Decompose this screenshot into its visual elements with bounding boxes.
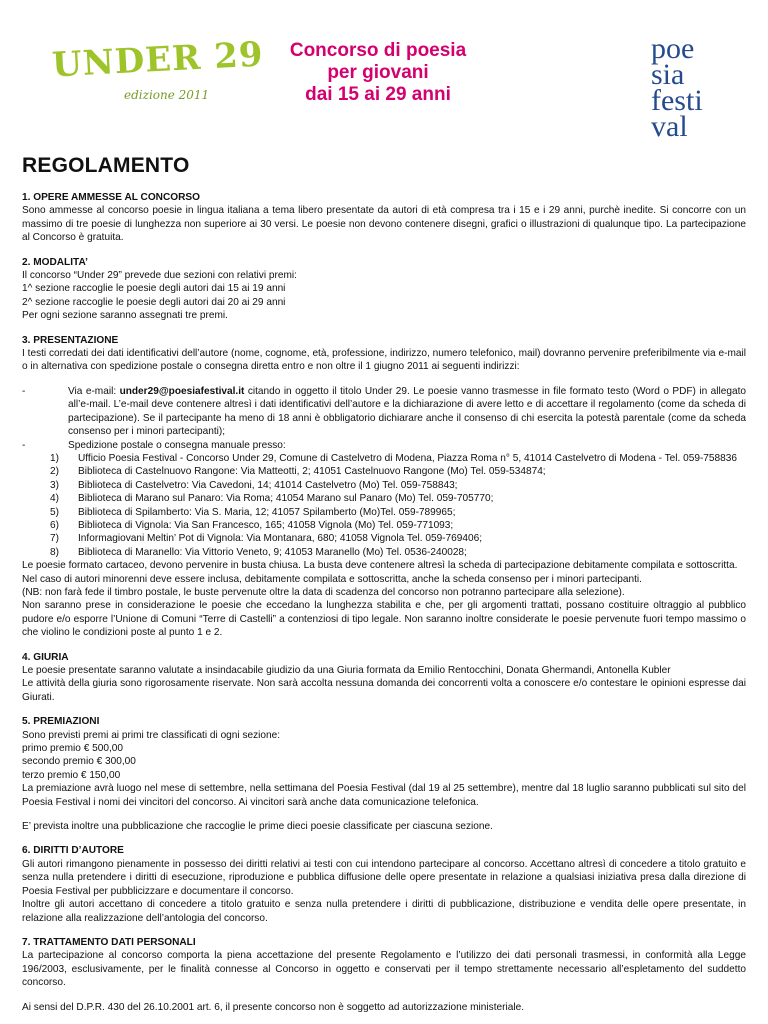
bullet-dash: -	[22, 439, 26, 451]
section-modalita	[22, 256, 746, 323]
logo-line: festi	[651, 84, 703, 117]
section-diritti-autore	[22, 844, 746, 924]
email-instruction	[22, 385, 746, 439]
section-line: Gli autori rimangono pienamente in possesso dei diritti relativi ai testi con cui intendono partecipare al concorso. Accettano altresì di concedere a titolo gratuito e senza nulla pretendere i diritti di esecuzione, riproduzione e pubblica diffusione delle opere presentate in relazione a qualsiasi iniziativa presa dalla direzione di Poesia Festival per pubblicizzare e documentare il concorso.	[22, 858, 746, 897]
section-line: Il concorso “Under 29” prevede due sezioni con relativi premi:	[22, 270, 297, 282]
list-number: 5)	[50, 506, 59, 518]
list-number: 8)	[50, 546, 59, 558]
address-text: Informagiovani Meltin’ Pot di Vignola: Via Montanara, 680; 41058 Vignola Tel. 059-769406;	[78, 533, 483, 545]
list-item	[22, 479, 746, 492]
under29-logo	[51, 34, 265, 120]
section-line: (NB: non farà fede il timbro postale, le buste pervenute oltre la data di scadenza del concorso non potranno partecipare alla selezione).	[22, 586, 625, 598]
list-item	[22, 492, 746, 505]
prize-line: terzo premio € 150,00	[22, 769, 121, 781]
postal-label: Spedizione postale o consegna manuale presso:	[68, 439, 286, 451]
list-number: 3)	[50, 479, 59, 491]
contest-title-line: per giovani	[327, 62, 429, 83]
bullet-dash: -	[22, 385, 26, 397]
list-number: 2)	[50, 466, 59, 478]
address-list	[22, 452, 746, 559]
section-heading: 5. PREMIAZIONI	[22, 716, 100, 728]
address-text: Biblioteca di Maranello: Via Vittorio Veneto, 9; 41053 Maranello (Mo) Tel. 0536-240028;	[78, 546, 467, 558]
section-line: Nel caso di autori minorenni deve essere inclusa, debitamente compilata e sottoscritta, anche la scheda consenso per i minori partecipanti.	[22, 573, 642, 585]
section-line: 1^ sezione raccoglie le poesie degli autori dai 15 ai 19 anni	[22, 283, 286, 295]
postal-instruction	[22, 439, 746, 452]
email-prefix: Via e-mail:	[68, 385, 120, 397]
poesia-festival-logo	[651, 32, 751, 143]
list-item	[22, 465, 746, 478]
section-line: Le attività della giuria sono rigorosamente riservate. Non sarà accolta nessuna domanda dei concorrenti volta a conoscere e/o contestare le opinioni espresse dai Giurati.	[22, 678, 746, 703]
section-text: I testi corredati dei dati identificativi dell’autore (nome, cognome, età, professione, indirizzo, numero telefonico, mail) dovranno pervenire preferibilmente via e-mail o in alternativa con spedizione postale o consegna diretta entro e non oltre il 1 giugno 2011 ai seguenti indirizzi:	[22, 348, 746, 373]
address-text: Biblioteca di Vignola: Via San Francesco, 165; 41058 Vignola (Mo) Tel. 059-771093;	[78, 519, 454, 531]
contest-title	[248, 40, 508, 106]
list-item	[22, 532, 746, 545]
section-heading: 2. MODALITA’	[22, 256, 88, 268]
section-line: Per ogni sezione saranno assegnati tre premi.	[22, 310, 228, 322]
email-details: citando in oggetto il titolo Under 29. Le poesie vanno trasmesse in file formato testo (Word o PDF) in allegato all’e-mail. L’e-mail deve contenere altresì i dati identificativi dell’autore e la dichiarazione di avere letto e di accettare il regolamento (come da scheda di partecipazione). Se il partecipante ha meno di 18 anni è obbligatorio dichiarare anche il consenso di chi esercita la potestà parentale (come da scheda consenso per i minori partecipanti);	[68, 385, 746, 438]
prize-line: primo premio € 500,00	[22, 743, 123, 755]
list-item	[22, 452, 746, 465]
prize-line: secondo premio € 300,00	[22, 756, 136, 768]
contest-title-line: Concorso di poesia	[289, 40, 467, 61]
regulation-body	[22, 191, 746, 1024]
list-number: 6)	[50, 519, 59, 531]
section-presentazione	[22, 334, 746, 640]
section-line: Le poesie formato cartaceo, devono pervenire in busta chiusa. La busta deve contenere altresì la scheda di partecipazione debitamente compilata e sottoscritta.	[22, 560, 738, 572]
section-line: Non saranno prese in considerazione le poesie che eccedano la lunghezza stabilita e che, per gli argomenti trattati, possano costituire oltraggio al pubblico pudore e/o esporre l’Unione di Comuni “Terre di Castelli” a contenziosi di tipo legale. Non saranno inoltre considerate le poesie pervenute fuori tempo massimo o che violino le condizioni poste al punto 1 e 2.	[22, 600, 746, 639]
section-heading: 6. DIRITTI D’AUTORE	[22, 845, 124, 857]
section-giuria	[22, 651, 746, 705]
address-text: Biblioteca di Spilamberto: Via S. Maria, 12; 41057 Spilamberto (Mo)Tel. 059-789965;	[78, 506, 456, 518]
section-opere-ammesse	[22, 191, 746, 245]
under29-logo-text: UNDER 29	[51, 34, 265, 86]
section-dati-personali	[22, 936, 746, 990]
list-number: 4)	[50, 493, 59, 505]
document-title: REGOLAMENTO	[22, 154, 190, 177]
logo-line: poe	[651, 32, 695, 65]
section-line: Sono previsti premi ai primi tre classificati di ogni sezione:	[22, 729, 281, 741]
list-number: 7)	[50, 533, 59, 545]
publication-note: E’ prevista inoltre una pubblicazione che raccoglie le prime dieci poesie classificate per ciascuna sezione.	[22, 821, 493, 833]
section-text: La partecipazione al concorso comporta la piena accettazione del presente Regolamento e l’utilizzo dei dati personali trasmessi, in conformità alla Legge 196/2003, esclusivamente, per le finalità connesse al Concorso in oggetto e conservati per il tempo strettamente necessario all’espletamento del suddetto concorso.	[22, 950, 746, 989]
list-item	[22, 519, 746, 532]
footer-note: Ai sensi del D.P.R. 430 del 26.10.2001 art. 6, il presente concorso non è soggetto ad autorizzazione ministeriale.	[22, 1001, 525, 1013]
section-line: 2^ sezione raccoglie le poesie degli autori dai 20 ai 29 anni	[22, 296, 286, 308]
section-line: Le poesie presentate saranno valutate a insindacabile giudizio da una Giuria formata da Emilio Rentocchini, Donata Ghermandi, Antonella Kubler	[22, 665, 671, 676]
section-line: La premiazione avrà luogo nel mese di settembre, nella settimana del Poesia Festival (dal 19 al 25 settembre), mentre dal 18 luglio saranno pubblicati sul sito del Poesia Festival i nomi dei vincitori del concorso. Ai vincitori sarà anche data comunicazione telefonica.	[22, 783, 746, 808]
address-text: Biblioteca di Castelnuovo Rangone: Via Matteotti, 2; 41051 Castelnuovo Rangone (Mo) Tel. 059-534874;	[78, 466, 546, 478]
list-item	[22, 506, 746, 519]
email-address: under29@poesiafestival.it	[119, 385, 245, 397]
logo-line: sia	[651, 58, 685, 91]
section-text: Sono ammesse al concorso poesie in lingua italiana a tema libero presentate da autori di età compresa tra i 15 e i 29 anni, purchè inedite. Si concorre con un massimo di tre poesie di lunghezza non superiore ai 30 versi. Le poesie non devono contenere disegni, grafici o illustrazioni di qualunque tipo. La partecipazione al Concorso è gratuita.	[22, 205, 746, 244]
section-premiazioni	[22, 715, 746, 833]
contest-title-line: dai 15 ai 29 anni	[305, 84, 451, 105]
list-item	[22, 546, 746, 559]
edition-label: edizione 2011	[124, 88, 210, 102]
address-text: Ufficio Poesia Festival - Concorso Under 29, Comune di Castelvetro di Modena, Piazza Roma n° 5, 41014 Castelvetro di Modena - Tel. 059-758836	[78, 452, 737, 464]
section-heading: 3. PRESENTAZIONE	[22, 334, 119, 346]
section-line: Inoltre gli autori accettano di concedere a titolo gratuito e senza nulla pretendere i diritti di pubblicazione, distribuzione e vendita delle opere presentate, in relazione alla realizzazione dell’antologia del concorso.	[22, 899, 746, 924]
list-number: 1)	[50, 452, 59, 464]
section-heading: 1. OPERE AMMESSE AL CONCORSO	[22, 192, 200, 203]
address-text: Biblioteca di Marano sul Panaro: Via Roma; 41054 Marano sul Panaro (Mo) Tel. 059-705770;	[78, 493, 494, 505]
logo-line: val	[651, 110, 688, 143]
address-text: Biblioteca di Castelvetro: Via Cavedoni, 14; 41014 Castelvetro (Mo) Tel. 059-758843;	[78, 479, 458, 491]
section-heading: 4. GIURIA	[22, 651, 69, 663]
section-heading: 7. TRATTAMENTO DATI PERSONALI	[22, 936, 196, 948]
